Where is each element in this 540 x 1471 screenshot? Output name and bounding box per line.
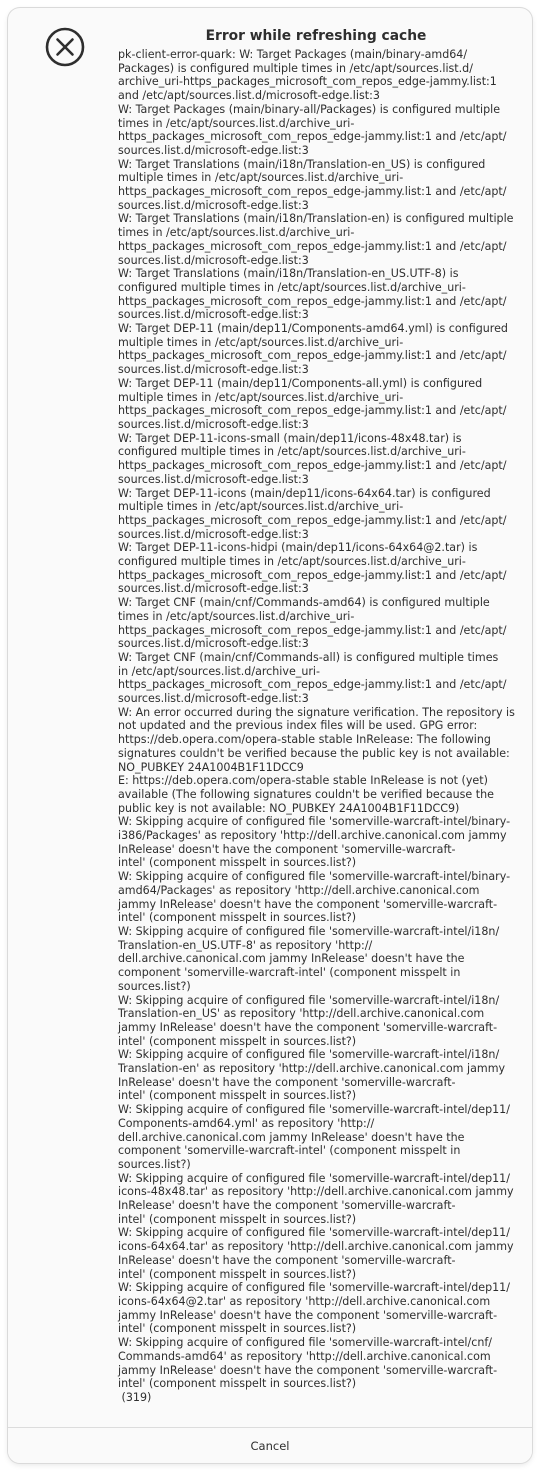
error-message: pk-client-error-quark: W: Target Packages (main/binary-amd64/ Packages) is configured multiple times in /etc/apt/sources.list.d/ archive_uri-https_packages_microsoft_com_repos_edge-jammy.list:1 and /etc/apt/sources.list.d/microsoft-edge.list:3 W: Target Packages (main/binary-all/Packages) is configured multiple times in /etc/apt/sources.list.d/archive_uri- https_packages_microsoft_com_repos_edge-jammy.list:1 and /etc/apt/ sources.list.d/microsoft-edge.list:3 W: Target Translations (main/i18n/Translation-en_US) is configured multiple times in /etc/apt/sources.list.d/archive_uri- https_packages_microsoft_com_repos_edge-jammy.list:1 and /etc/apt/ sources.list.d/microsoft-edge.list:3 W: Target Translations (main/i18n/Translation-en) is configured multiple times in /etc/apt/sources.list.d/archive_uri- https_packages_microsoft_com_repos_edge-jammy.list:1 and /etc/apt/ sources.list.d/microsoft-edge.list:3 W: Target Translations (main/i18n/Translation-en_US.UTF-8) is configured multiple times in /etc/apt/sources.list.d/archive_uri- https_packages_microsoft_com_repos_edge-jammy.list:1 and /etc/apt/ sources.list.d/microsoft-edge.list:3 W: Target DEP-11 (main/dep11/Components-amd64.yml) is configured multiple times in /etc/apt/sources.list.d/archive_uri- https_packages_microsoft_com_repos_edge-jammy.list:1 and /etc/apt/ sources.list.d/microsoft-edge.list:3 W: Target DEP-11 (main/dep11/Components-all.yml) is configured multiple times in /etc/apt/sources.list.d/archive_uri- https_packages_microsoft_com_repos_edge-jammy.list:1 and /etc/apt/ sources.list.d/microsoft-edge.list:3 W: Target DEP-11-icons-small (main/dep11/icons-48x48.tar) is configured multiple times in /etc/apt/sources.list.d/archive_uri- https_packages_microsoft_com_repos_edge-jammy.list:1 and /etc/apt/ sources.list.d/microsoft-edge.list:3 W: Target DEP-11-icons (main/dep11/icons-64x64.tar) is configured multiple times in /etc/apt/sources.list.d/archive_uri- https_packages_microsoft_com_repos_edge-jammy.list:1 and /etc/apt/ sources.list.d/microsoft-edge.list:3 W: Target DEP-11-icons-hidpi (main/dep11/icons-64x64@2.tar) is configured multiple times in /etc/apt/sources.list.d/archive_uri- https_packages_microsoft_com_repos_edge-jammy.list:1 and /etc/apt/ sources.list.d/microsoft-edge.list:3 W: Target CNF (main/cnf/Commands-amd64) is configured multiple times in /etc/apt/sources.list.d/archive_uri- https_packages_microsoft_com_repos_edge-jammy.list:1 and /etc/apt/ sources.list.d/microsoft-edge.list:3 W: Target CNF (main/cnf/Commands-all) is configured multiple times in /etc/apt/sources.list.d/archive_uri- https_packages_microsoft_com_repos_edge-jammy.list:1 and /etc/apt/ sources.list.d/microsoft-edge.list:3 W: An error occurred during the signature verification. The repository is not updated and the previous index files will be used. GPG error: https://deb.opera.com/opera-stable stable InRelease: The following signatures couldn't be verified because the public key is not available: NO_PUBKEY 24A1004B1F11DCC9 E: https://deb.opera.com/opera-stable stable InRelease is not (yet) available (The following signatures couldn't be verified because the public key is not available: NO_PUBKEY 24A1004B1F11DCC9) W: Skipping acquire of configured file 'somerville-warcraft-intel/binary- i386/Packages' as repository 'http://dell.archive.canonical.com jammy InRelease' doesn't have the component 'somerville-warcraft- intel' (component misspelt in sources.list?) W: Skipping acquire of configured file 'somerville-warcraft-intel/binary- amd64/Packages' as repository 'http://dell.archive.canonical.com jammy InRelease' doesn't have the component 'somerville-warcraft- intel' (component misspelt in sources.list?) W: Skipping acquire of configured file 'somerville-warcraft-intel/i18n/ Translation-en_US.UTF-8' as repository 'http:// dell.archive.canonical.com jammy InRelease' doesn't have the component 'somerville-warcraft-intel' (component misspelt in sources.list?) W: Skipping acquire of configured file 'somerville-warcraft-intel/i18n/ Translation-en_US' as repository 'http://dell.archive.canonical.com jammy InRelease' doesn't have the component 'somerville-warcraft- intel' (component misspelt in sources.list?) W: Skipping acquire of configured file 'somerville-warcraft-intel/i18n/ Translation-en' as repository 'http://dell.archive.canonical.com jammy InRelease' doesn't have the component 'somerville-warcraft- intel' (component misspelt in sources.list?) W: Skipping acquire of configured file 'somerville-warcraft-intel/dep11/ Components-amd64.yml' as repository 'http:// dell.archive.canonical.com jammy InRelease' doesn't have the component 'somerville-warcraft-intel' (component misspelt in sources.list?) W: Skipping acquire of configured file 'somerville-warcraft-intel/dep11/ icons-48x48.tar' as repository 'http://dell.archive.canonical.com jammy InRelease' doesn't have the component 'somerville-warcraft- intel' (component misspelt in sources.list?) W: Skipping acquire of configured file 'somerville-warcraft-intel/dep11/ icons-64x64.tar' as repository 'http://dell.archive.canonical.com jammy InRelease' doesn't have the component 'somerville-warcraft- intel' (component misspelt in sources.list?) W: Skipping acquire of configured file 'somerville-warcraft-intel/dep11/ icons-64x64@2.tar' as repository 'http://dell.archive.canonical.com jammy InRelease' doesn't have the component 'somerville-warcraft- intel' (component misspelt in sources.list?) W: Skipping acquire of configured file 'somerville-warcraft-intel/cnf/ Commands-amd64' as repository 'http://dell.archive.canonical.com jammy InRelease' doesn't have the component 'somerville-warcraft- intel' (component misspelt in sources.list?) (319) xyxy=(118,48,515,1404)
window-close-icon xyxy=(44,26,86,68)
dialog-title: Error while refreshing cache xyxy=(205,28,427,44)
error-dialog xyxy=(8,8,532,1463)
cancel-button[interactable]: Cancel xyxy=(8,1428,532,1463)
dialog-footer xyxy=(8,1427,532,1463)
